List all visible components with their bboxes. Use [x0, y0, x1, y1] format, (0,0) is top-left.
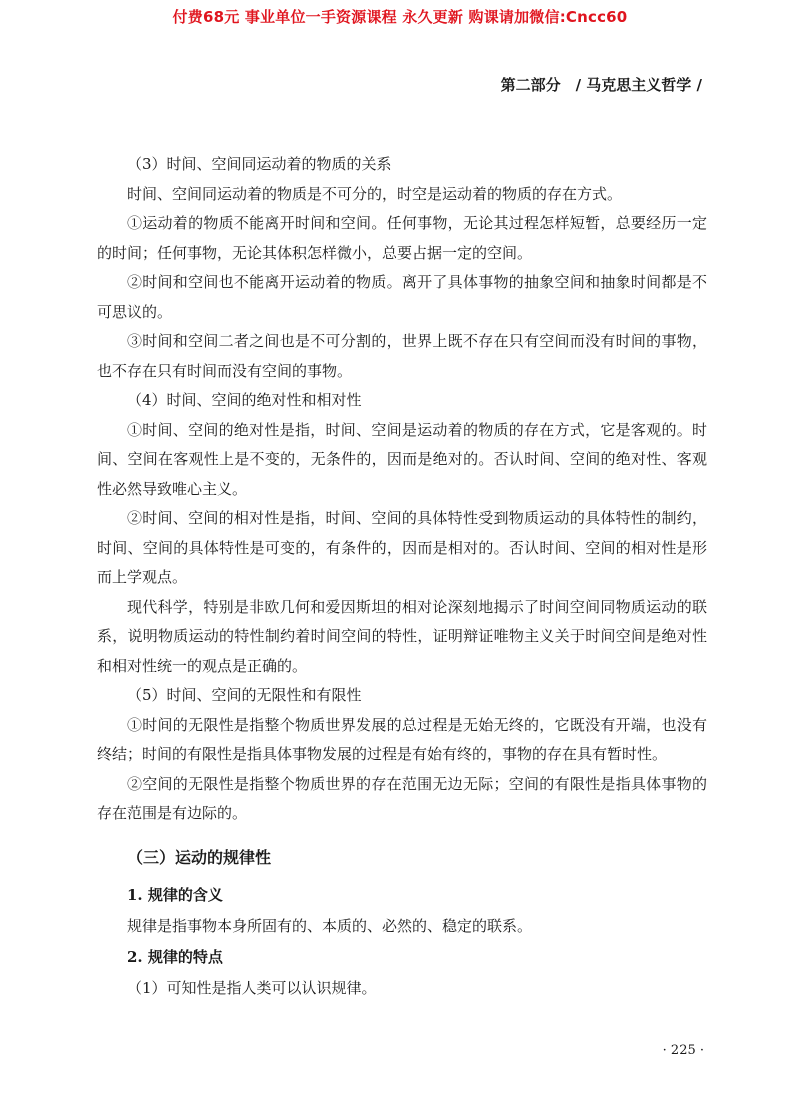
subsection-title: （3）时间、空间同运动着的物质的关系 [127, 155, 392, 173]
paragraph: 时间、空间同运动着的物质是不可分的，时空是运动着的物质的存在方式。 [127, 184, 623, 203]
page-number: · 225 · [662, 1043, 704, 1058]
paragraph: （1）可知性是指人类可以认识规律。 [127, 979, 377, 997]
paragraph: ③时间和空间二者之间也是不可分割的，世界上既不存在只有空间而没有时间的事物，也不存在只有时间而没有空间的事物。 [97, 332, 707, 380]
paragraph: ①时间、空间的绝对性是指，时间、空间是运动着的物质的存在方式，它是客观的。时间、空间在客观性上是不变的，无条件的，因而是绝对的。否认时间、空间的绝对性、客观性必然导致唯心主义。 [97, 420, 707, 498]
paragraph: 规律是指事物本身所固有的、本质的、必然的、稳定的联系。 [127, 916, 533, 935]
running-head: 第二部分 / 马克思主义哲学 / [500, 76, 702, 94]
item-heading: 2. 规律的特点 [127, 948, 223, 966]
section-heading: （三）运动的规律性 [127, 847, 272, 867]
item-heading: 1. 规律的含义 [127, 885, 223, 904]
paragraph: ①运动着的物质不能离开时间和空间。任何事物，无论其过程怎样短暂，总要经历一定的时间；任何事物，无论其体积怎样微小，总要占据一定的空间。 [97, 214, 707, 262]
page-body [97, 150, 707, 1004]
paragraph: ②空间的无限性是指整个物质世界的存在范围无边无际；空间的有限性是指具体事物的存在范围是有边际的。 [97, 774, 707, 822]
paragraph: ②时间和空间也不能离开运动着的物质。离开了具体事物的抽象空间和抽象时间都是不可思议的。 [97, 273, 707, 321]
paragraph: ②时间、空间的相对性是指，时间、空间的具体特性受到物质运动的具体特性的制约，时间、空间的具体特性是可变的，有条件的，因而是相对的。否认时间、空间的相对性是形而上学观点。 [97, 509, 707, 586]
paragraph: ①时间的无限性是指整个物质世界发展的总过程是无始无终的，它既没有开端，也没有终结；时间的有限性是指具体事物发展的过程是有始有终的，事物的存在具有暂时性。 [97, 715, 707, 763]
subsection-title: （4）时间、空间的绝对性和相对性 [127, 391, 362, 409]
watermark-banner: 付费68元 事业单位一手资源课程 永久更新 购课请加微信:Cncc60 [172, 8, 628, 26]
subsection-title: （5）时间、空间的无限性和有限性 [127, 686, 362, 704]
paragraph: 现代科学，特别是非欧几何和爱因斯坦的相对论深刻地揭示了时间空间同物质运动的联系，说明物质运动的特性制约着时间空间的特性，证明辩证唯物主义关于时间空间是绝对性和相对性统一的观点是正确的。 [97, 597, 707, 675]
